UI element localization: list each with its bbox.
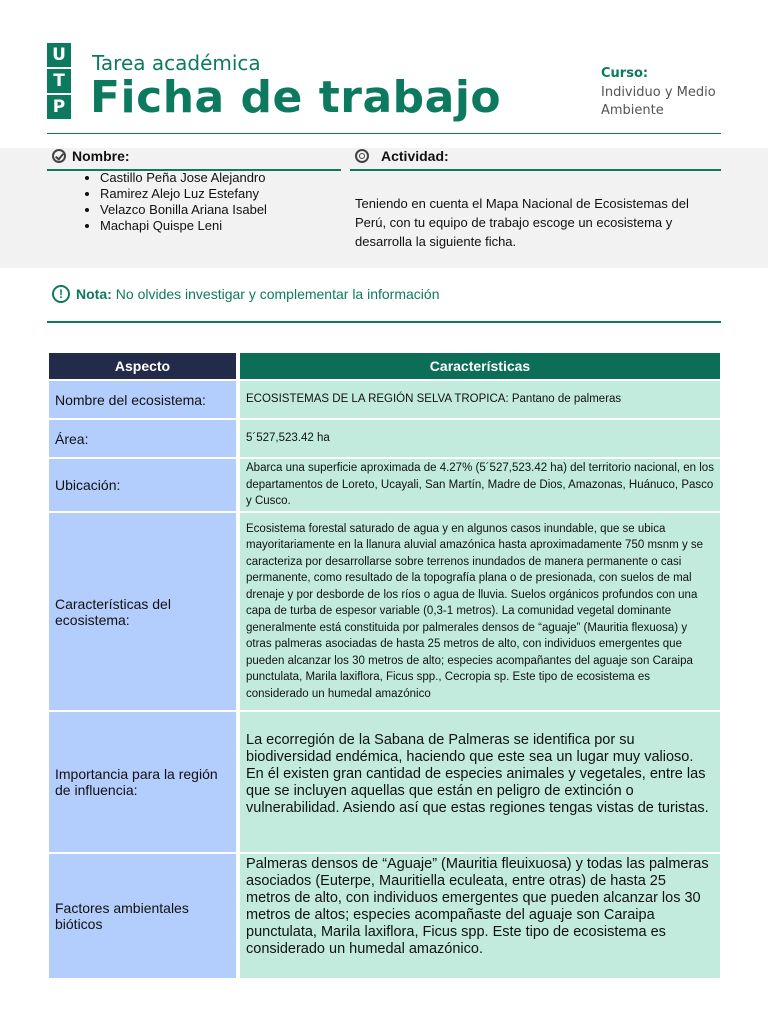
list-item: • Velazco Bonilla Ariana Isabel: [100, 202, 267, 218]
target-icon: [355, 149, 369, 163]
row-aspect: Área:: [49, 420, 236, 457]
alert-icon: !: [52, 285, 70, 303]
logo-letter-t: T: [47, 69, 71, 93]
header-caracteristicas: Características: [240, 353, 720, 379]
row-aspect: Factores ambientales bióticos: [49, 854, 236, 978]
actividad-label: Actividad:: [381, 148, 449, 164]
actividad-heading: [355, 142, 449, 170]
row-aspect: Nombre del ecosistema:: [49, 381, 236, 418]
utp-logo: [47, 43, 71, 121]
actividad-underline: [350, 169, 721, 171]
row-value: 5´527,523.42 ha: [240, 420, 720, 457]
logo-letter-u: U: [47, 43, 71, 67]
row-value: Palmeras densos de “Aguaje” (Mauritia fleuixuosa) y todas las palmeras asociados (Euterpe, Mauritiella eculeata, entre otras) de hasta 25 metros de alto, con individuos emergentes que pueden alcanzar los 30 metros de altos; especies acompañaste del aguaje son Caraipa punctulata, Marila laxiflora, Ficus spp. Este tipo de ecosistema es considerado un humedal amazónico.: [240, 854, 720, 978]
list-item: • Machapi Quispe Leni: [100, 218, 267, 234]
table-row: [49, 381, 720, 418]
ficha-table: [49, 353, 720, 980]
row-aspect: Importancia para la región de influencia:: [49, 712, 236, 852]
nombre-heading: [52, 142, 130, 170]
table-row: [49, 459, 720, 511]
row-value: Ecosistema forestal saturado de agua y en algunos casos inundable, que se ubica mayoritariamente en la llanura aluvial amazónica hasta aproximadamente 750 msnm y se caracteriza por desarrollarse sobre terrenos inundados de manera permanente o casi permanente, como resultado de la topografía plana o de presionada, con suelos de mal drenaje y por desborde de los ríos o agua de lluvia. Suelos orgánicos profundos con una capa de turba de espesor variable (0,3-1 metros). La comunidad vegetal dominante generalmente está constituida por palmerales densos de “aguaje” (Mauritia flexuosa) y otras palmeras asociadas de hasta 25 metros de alto, con individuos emergentes que pueden alcanzar los 30 metros de alto; especies acompañantes del aguaje son Caraipa punctulata, Marila laxiflora, Ficus spp., Cecropia sp. Este tipo de ecosistema es considerado un humedal amazónico: [240, 513, 720, 710]
header-divider: [47, 133, 721, 134]
row-aspect: Características del ecosistema:: [49, 513, 236, 710]
actividad-text: Teniendo en cuenta el Mapa Nacional de Ecosistemas del Perú, con tu equipo de trabajo escoge un ecosistema y desarrolla la siguiente ficha.: [355, 196, 689, 249]
header-aspecto: Aspecto: [49, 353, 236, 379]
nombre-label: Nombre:: [72, 148, 130, 164]
nota-line: [52, 285, 439, 303]
row-value: ECOSISTEMAS DE LA REGIÓN SELVA TROPICA: Pantano de palmeras: [240, 381, 720, 418]
row-aspect: Ubicación:: [49, 459, 236, 511]
curso-label: Curso:: [601, 66, 649, 81]
row-value: La ecorregión de la Sabana de Palmeras se identifica por su biodiversidad endémica, haciendo que este sea un lugar muy valioso. En él existen gran cantidad de especies animales y vegetales, entre las que se incluyen aquellas que están en peligro de extinción o vulnerabilidad. Asiendo así que estas regiones tengas vistas de turistas.: [240, 712, 720, 852]
table-header-row: [49, 353, 720, 379]
logo-letter-p: P: [47, 95, 71, 119]
list-item: • Castillo Peña Jose Alejandro: [100, 170, 267, 186]
page-title: Ficha de trabajo: [90, 72, 502, 123]
table-row: [49, 854, 720, 978]
page-subtitle: Tarea académica: [92, 51, 261, 75]
curso-value: Individuo y Medio Ambiente: [601, 85, 716, 118]
nota-label: Nota:: [76, 286, 112, 302]
member-list: [76, 170, 267, 234]
table-row: [49, 513, 720, 710]
table-row: [49, 712, 720, 852]
nota-text: No olvides investigar y complementar la información: [115, 286, 440, 302]
list-item: • Ramirez Alejo Luz Estefany: [100, 186, 267, 202]
nota-divider: [47, 321, 721, 323]
check-circle-icon: [52, 149, 66, 163]
table-row: [49, 420, 720, 457]
row-value: Abarca una superficie aproximada de 4.27% (5´527,523.42 ha) del territorio nacional, en los departamentos de Loreto, Ucayali, San Martín, Madre de Dios, Amazonas, Huánuco, Pasco y Cusco.: [240, 459, 720, 511]
